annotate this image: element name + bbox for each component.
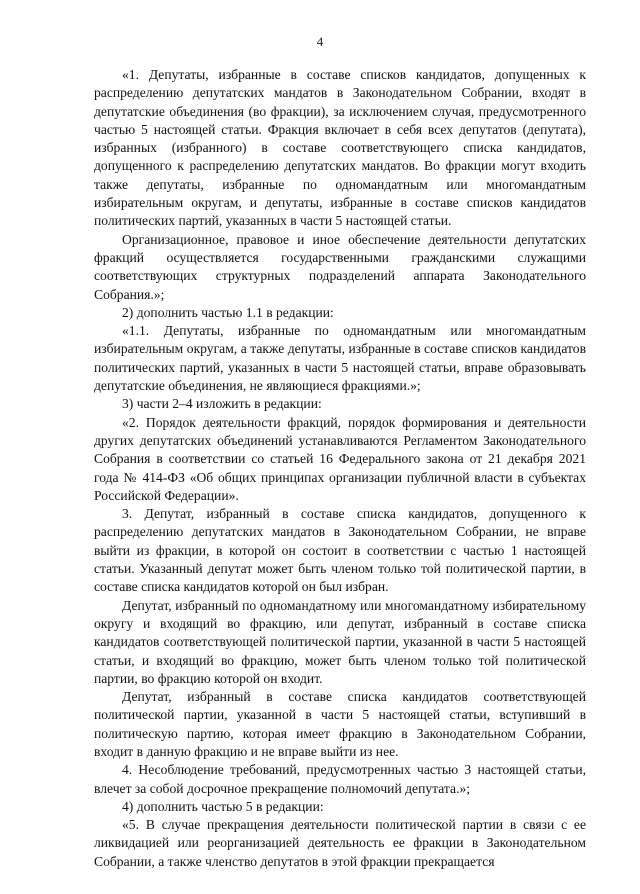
paragraph-part-2: «2. Порядок деятельности фракций, порядок формирования и деятельности других депутатских объединений устанавливаются Регламентом Законодательного Собрания в соответствии со статьей 16 Федерального закона от 21 декабря 2021 года № 414-ФЗ «Об общих принципах организации публичной власти в субъектах Российской Федерации». <box>94 414 586 503</box>
paragraph-part-1-1: «1.1. Депутаты, избранные по одномандатным или многомандатным избирательным округам, а также депутаты, избранные в составе списков кандидатов политических партий, указанных в части 5 настоящей статьи, вправе образовывать депутатские объединения, не являющиеся фракциями.»; <box>94 323 586 394</box>
paragraph-fraction-support: Организационное, правовое и иное обеспечение деятельности депутатских фракций осуществляется государственными гражданскими служащими соответствующих структурных подразделений аппарата Законодательного Собрания.»; <box>94 231 586 302</box>
page-number: 4 <box>316 34 324 49</box>
paragraph-amendment-3: 3) части 2–4 изложить в редакции: <box>122 396 322 412</box>
paragraph-part-3: 3. Депутат, избранный в составе списка кандидатов, допущенного к распределению депутатских мандатов в Законодательном Собрании, не вправе выйти из фракции, в которой он состоит в соответствии с частью 1 настоящей статьи. Указанный депутат может быть членом только той политической партии, в составе списка кандидатов которой он был избран. <box>94 506 586 595</box>
paragraph-amendment-2: 2) дополнить частью 1.1 в редакции: <box>122 304 334 320</box>
paragraph-amendment-4: 4) дополнить частью 5 в редакции: <box>122 798 324 814</box>
paragraph-part-3-deputy-single-mandate: Депутат, избранный по одномандатному или многомандатному избирательному округу и входящий во фракцию, или депутат, избранный в составе списка кандидатов соответствующей политической партии, указанной в части 5 настоящей статьи, и входящий во фракцию, может быть членом только той политической партии, во фракцию которой он входит. <box>94 597 586 686</box>
paragraph-part-5: «5. В случае прекращения деятельности политической партии в связи с ее ликвидацией или реорганизацией деятельность ее фракции в Законодательном Собрании, а также членство депутатов в этой фракции прекращается <box>94 817 586 869</box>
document-body <box>94 66 586 871</box>
paragraph-part-4: 4. Несоблюдение требований, предусмотренных частью 3 настоящей статьи, влечет за собой досрочное прекращение полномочий депутата.»; <box>94 762 586 796</box>
paragraph-part-1: «1. Депутаты, избранные в составе списков кандидатов, допущенных к распределению депутатских мандатов в Законодательном Собрании, входят в депутатские объединения (во фракции), за исключением случая, предусмотренного частью 5 настоящей статьи. Фракция включает в себя всех депутатов (депутата), избранных (избранного) в составе соответствующего списка кандидатов, допущенного к распределению депутатских мандатов. Во фракции могут входить также депутаты, избранные по одномандатным или многомандатным избирательным округам, и депутаты, избранные в составе списков кандидатов политических партий, указанных в части 5 настоящей статьи. <box>94 67 586 229</box>
paragraph-part-3-deputy-party-list: Депутат, избранный в составе списка кандидатов соответствующей политической партии, указанной в части 5 настоящей статьи, вступивший в политическую партию, которая имеет фракцию в Законодательном Собрании, входит в данную фракцию и не вправе выйти из нее. <box>94 689 586 759</box>
